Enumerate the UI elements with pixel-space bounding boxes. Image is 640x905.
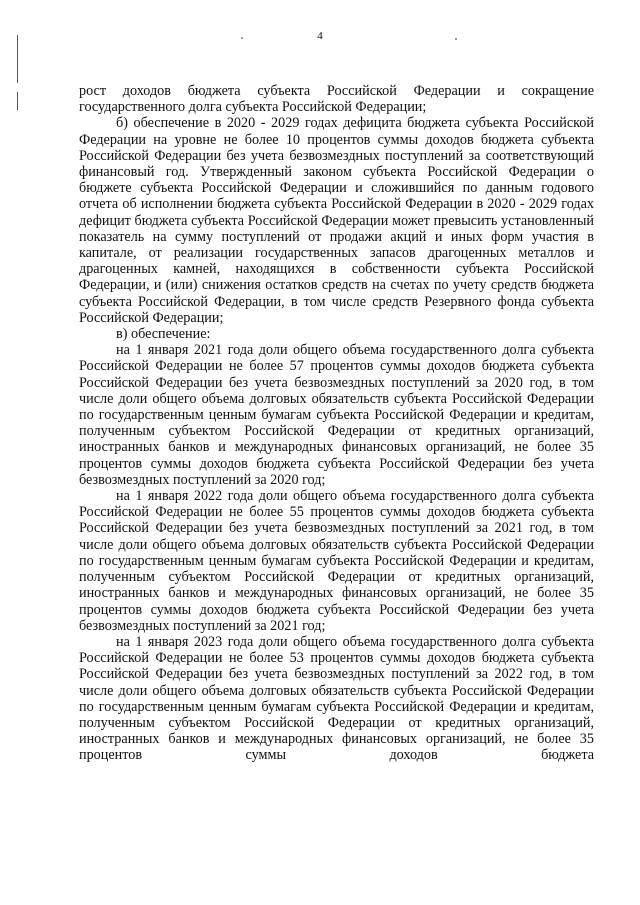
scan-margin-mark (17, 92, 18, 110)
paragraph-continuation: рост доходов бюджета субъекта Российской Федерации и сокращение государственного долга субъекта Российской Федерации; (79, 83, 594, 116)
paragraph-2023: на 1 января 2023 года доли общего объема государственного долга субъекта Российской Федерации не более 53 процентов суммы доходов бюджета субъекта Российской Федерации без учета безвозмездных поступлений за 2022 год, в том числе доли общего объема долговых обязательств субъекта Российской Федерации по государственным ценным бумагам субъекта Российской Федерации и кредитам, полученным субъектом Российской Федерации от кредитных организаций, иностранных банков и международных финансовых организаций, не более 35 процентов суммы доходов бюджета (79, 633, 594, 764)
paragraph-item-v: в) обеспечение: (116, 326, 211, 343)
scan-margin-mark (17, 35, 18, 83)
paragraph-2022: на 1 января 2022 года доли общего объема государственного долга субъекта Российской Федерации не более 55 процентов суммы доходов бюджета субъекта Российской Федерации без учета безвозмездных поступлений за 2021 год, в том числе доли общего объема долговых обязательств субъекта Российской Федерации по государственным ценным бумагам субъекта Российской Федерации и кредитам, полученным субъектом Российской Федерации от кредитных организаций, иностранных банков и международных финансовых организаций, не более 35 процентов суммы доходов бюджета субъекта Российской Федерации без учета безвозмездных поступлений за 2021 год; (79, 488, 594, 634)
document-body (79, 83, 594, 764)
paragraph-2021: на 1 января 2021 года доли общего объема государственного долга субъекта Российской Федерации не более 57 процентов суммы доходов бюджета субъекта Российской Федерации без учета безвозмездных поступлений за 2020 год, в том числе доли общего объема долговых обязательств субъекта Российской Федерации по государственным ценным бумагам субъекта Российской Федерации и кредитам, полученным субъектом Российской Федерации от кредитных организаций, иностранных банков и международных финансовых организаций, не более 35 процентов суммы доходов бюджета субъекта Российской Федерации без учета безвозмездных поступлений за 2020 год; (79, 342, 594, 488)
page-number: 4 (317, 30, 323, 42)
paragraph-item-b: б) обеспечение в 2020 - 2029 годах дефицита бюджета субъекта Российской Федерации на уровне не более 10 процентов суммы доходов бюджета субъекта Российской Федерации без учета безвозмездных поступлений за соответствующий финансовый год. Утвержденный законом субъекта Российской Федерации о бюджете субъекта Российской Федерации и сложившийся по данным годового отчета об исполнении бюджета субъекта Российской Федерации в 2020 - 2029 годах дефицит бюджета субъекта Российской Федерации может превысить установленный показатель на сумму поступлений от продажи акций и иных форм участия в капитале, от реализации государственных запасов драгоценных металлов и драгоценных камней, находящихся в собственности субъекта Российской Федерации, и (или) снижения остатков средств на счетах по учету средств бюджета субъекта Российской Федерации, в том числе средств Резервного фонда субъекта Российской Федерации; (79, 115, 594, 326)
